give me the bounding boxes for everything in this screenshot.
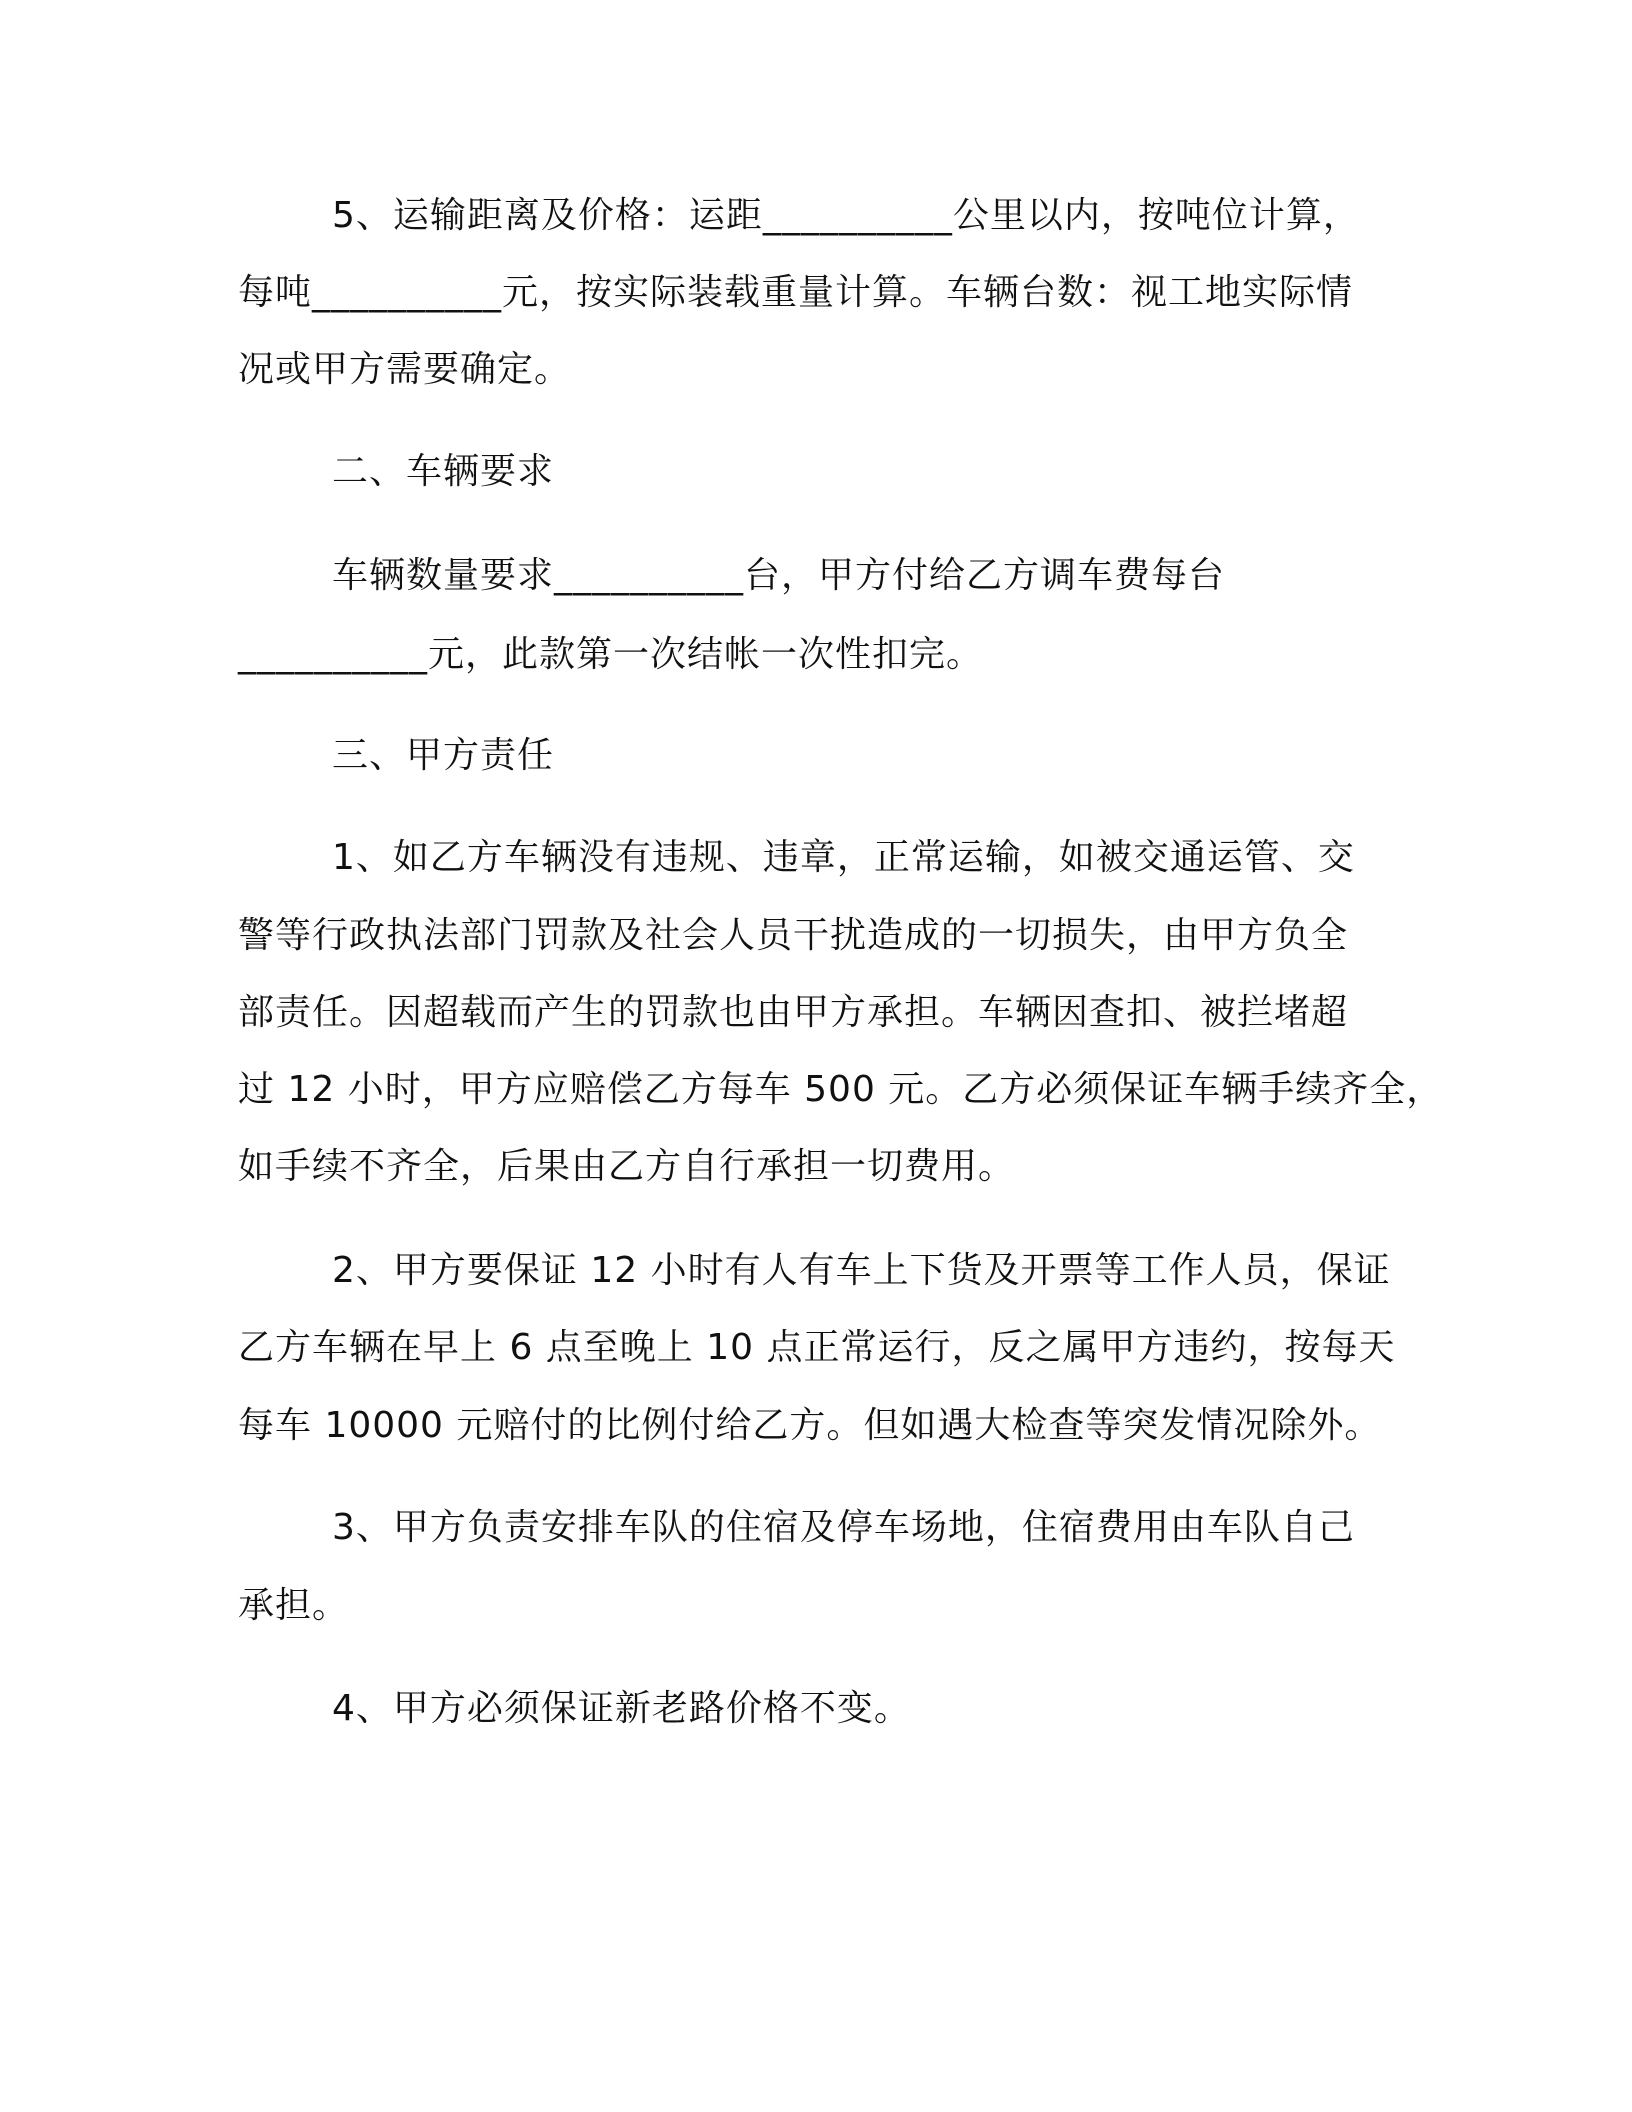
- item5-line-2: 每吨__________元，按实际装载重量计算。车辆台数：视工地实际情: [238, 272, 1354, 313]
- item3-line-1: 3、甲方负责安排车队的住宿及停车场地，住宿费用由车队自己: [332, 1507, 1355, 1548]
- section-two-line-2: __________元，此款第一次结帐一次性扣完。: [238, 634, 984, 675]
- item2-line-2: 乙方车辆在早上 6 点至晚上 10 点正常运行，反之属甲方违约，按每天: [238, 1327, 1396, 1368]
- item1-line-1: 1、如乙方车辆没有违规、违章，正常运输，如被交通运管、交: [332, 837, 1355, 878]
- item3-line-2: 承担。: [238, 1585, 350, 1626]
- item2-line-1: 2、甲方要保证 12 小时有人有车上下货及开票等工作人员，保证: [332, 1250, 1391, 1291]
- section-two-line-1: 车辆数量要求__________台，甲方付给乙方调车费每台: [332, 555, 1226, 596]
- item1-line-2: 警等行政执法部门罚款及社会人员干扰造成的一切损失，由甲方负全: [238, 915, 1349, 956]
- item5-line-3: 况或甲方需要确定。: [238, 349, 572, 390]
- item1-line-4: 过 12 小时，甲方应赔偿乙方每车 500 元。乙方必须保证车辆手续齐全，: [238, 1069, 1444, 1110]
- item1-line-3: 部责任。因超载而产生的罚款也由甲方承担。车辆因查扣、被拦堵超: [238, 992, 1349, 1033]
- item5-line-1: 5、运输距离及价格：运距__________公里以内，按吨位计算，: [332, 195, 1360, 236]
- item2-line-3: 每车 10000 元赔付的比例付给乙方。但如遇大检查等突发情况除外。: [238, 1405, 1382, 1446]
- section-two-heading: 二、车辆要求: [332, 451, 555, 492]
- item1-line-5: 如手续不齐全，后果由乙方自行承担一切费用。: [238, 1146, 1016, 1187]
- section-three-heading: 三、甲方责任: [332, 735, 555, 776]
- item4-line-1: 4、甲方必须保证新老路价格不变。: [332, 1688, 911, 1729]
